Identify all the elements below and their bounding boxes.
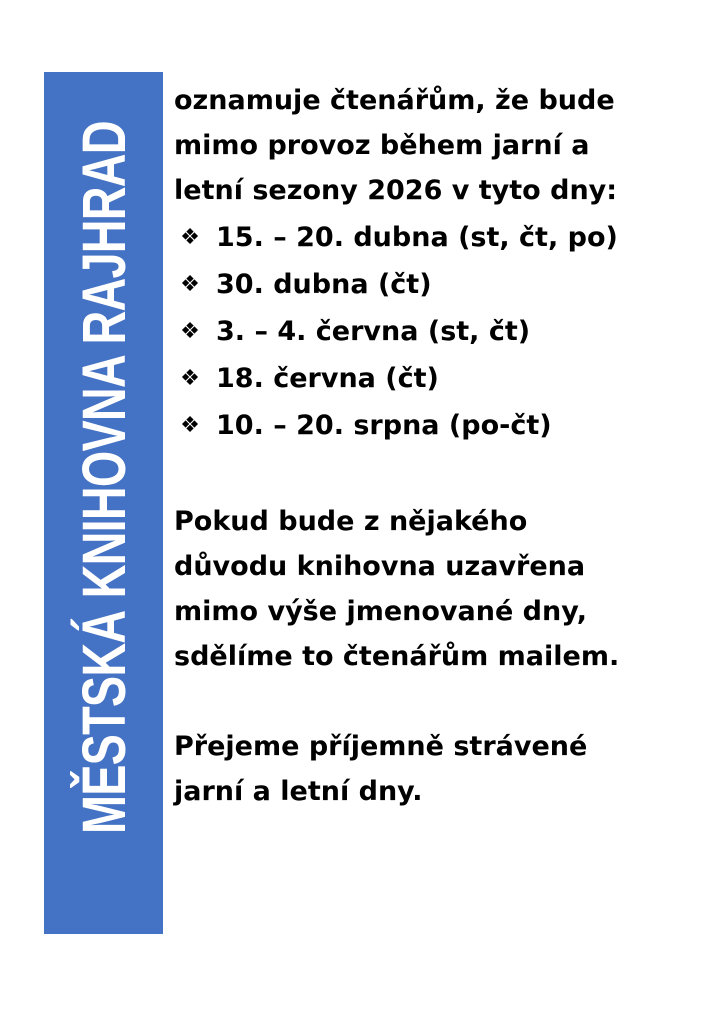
closure-date-text: 18. června (čt) [216, 363, 439, 394]
diamond-bullet-icon: ❖ [180, 225, 200, 250]
closure-date-text: 30. dubna (čt) [216, 269, 432, 300]
list-item [174, 261, 714, 308]
list-item [174, 402, 714, 449]
diamond-bullet-icon: ❖ [180, 413, 200, 438]
library-name-text: MĚSTSKÁ KNIHOVNA RAJHRAD [69, 120, 138, 834]
library-name-vertical [44, 72, 163, 934]
spacer [174, 679, 714, 724]
diamond-bullet-icon: ❖ [180, 272, 200, 297]
spacer [174, 449, 714, 499]
closure-date-list [174, 214, 714, 449]
list-item [174, 355, 714, 402]
diamond-bullet-icon: ❖ [180, 319, 200, 344]
notice-paragraph: Pokud bude z nějakého důvodu knihovna uzavřena mimo výše jmenované dny, sdělíme to čtenářům mailem. [174, 506, 620, 672]
side-banner [44, 72, 163, 934]
intro-paragraph: oznamuje čtenářům, že bude mimo provoz během jarní a letní sezony 2026 v tyto dny: [174, 85, 618, 206]
list-item [174, 214, 714, 261]
closure-date-text: 10. – 20. srpna (po-čt) [216, 410, 552, 441]
diamond-bullet-icon: ❖ [180, 366, 200, 391]
closure-date-text: 15. – 20. dubna (st, čt, po) [216, 222, 618, 253]
list-item [174, 308, 714, 355]
closing-paragraph: Přejeme příjemně strávené jarní a letní dny. [174, 731, 588, 807]
closure-date-text: 3. – 4. června (st, čt) [216, 316, 531, 347]
notice-content [174, 78, 714, 814]
